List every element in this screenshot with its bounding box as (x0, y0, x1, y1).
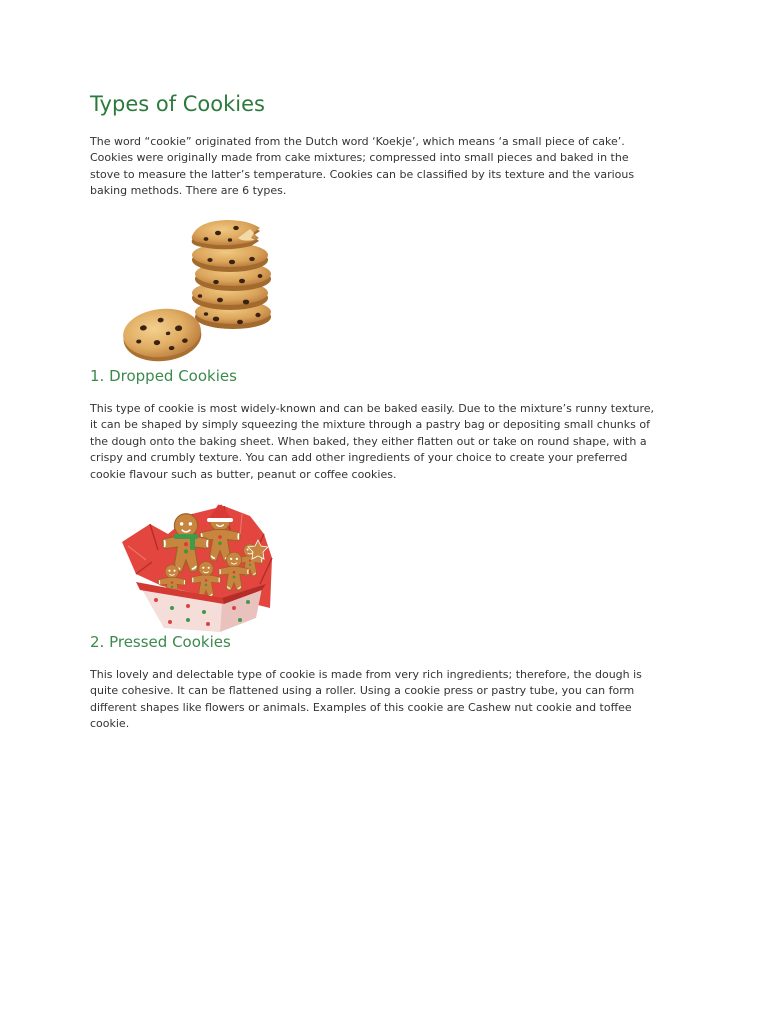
cookie-stack-image (122, 218, 274, 364)
broken-cookie (192, 220, 260, 249)
paragraph-line: cookie. (90, 717, 130, 731)
section-heading-dropped: 1. Dropped Cookies (90, 367, 237, 385)
single-cookie (122, 305, 204, 364)
page-title: Types of Cookies (90, 92, 265, 116)
paragraph-line: This type of cookie is most widely-known and can be baked easily. Due to the mixture’s runny texture, (90, 402, 655, 415)
paragraph-line: This lovely and delectable type of cookie is made from very rich ingredients; therefore, the dough is (90, 668, 642, 681)
paragraph-line: stove to measure the latter’s temperature. Cookies can be classified by its texture and the various (90, 167, 635, 181)
paragraph-line: the dough onto the baking sheet. When baked, they either flatten out or take on round shape, with a (90, 434, 647, 448)
intro-paragraph (90, 134, 634, 200)
paragraph-line: The word “cookie” originated from the Dutch word ‘Koekje’, which means ‘a small piece of cake’. (90, 135, 625, 148)
paragraph-line: Cookies were originally made from cake mixtures; compressed into small pieces and baked in the (90, 151, 629, 165)
pressed-cookies-paragraph (90, 667, 642, 733)
paragraph-line: baking methods. There are 6 types. (90, 184, 287, 198)
section-heading-pressed: 2. Pressed Cookies (90, 633, 231, 651)
gingerbread-box-image (122, 500, 274, 632)
paragraph-line: different shapes like flowers or animals. Examples of this cookie are Cashew nut cookie and toffee (90, 700, 632, 714)
paragraph-line: it can be shaped by simply squeezing the mixture through a pastry bag or depositing small chunks of (90, 418, 650, 432)
scarf-tail (190, 536, 195, 550)
paragraph-line: crispy and crumbly texture. You can add other ingredients of your choice to create your preferred (90, 451, 628, 465)
dropped-cookies-paragraph (90, 401, 654, 483)
paragraph-line: quite cohesive. It can be flattened using a roller. Using a cookie press or pastry tube, you can form (90, 684, 635, 698)
cookie-stack (192, 220, 271, 329)
hat-trim (207, 518, 233, 522)
hat-pompom (217, 500, 223, 505)
paragraph-line: cookie flavour such as butter, peanut or coffee cookies. (90, 467, 397, 481)
